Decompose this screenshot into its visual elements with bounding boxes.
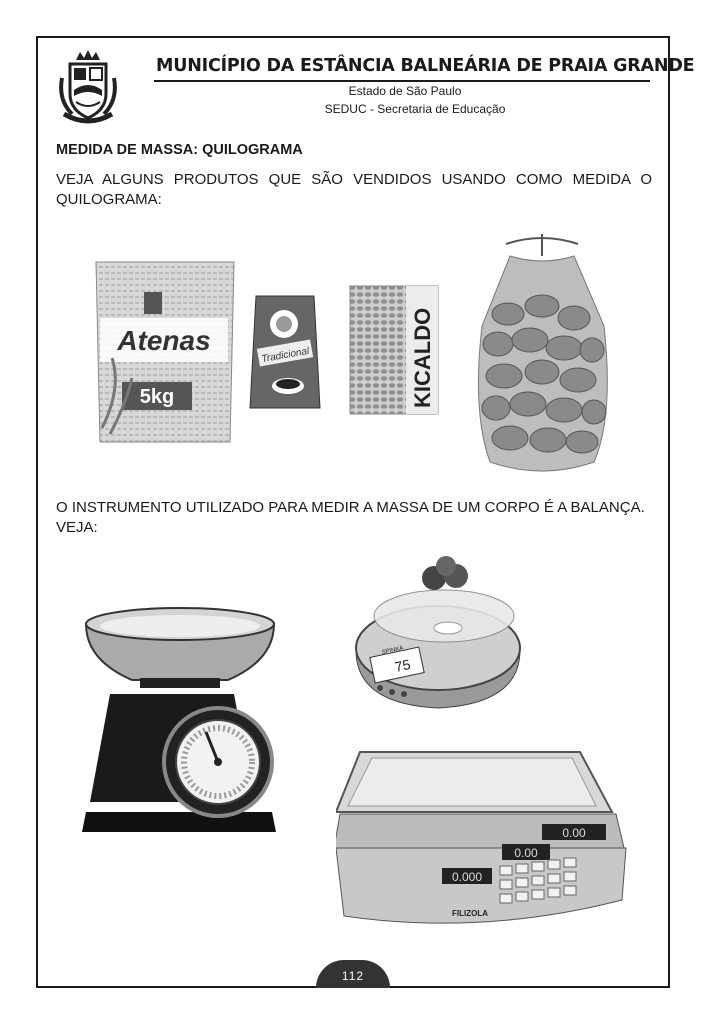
- counter-display-right: 0.00: [562, 826, 586, 840]
- kitchen-scale-display: 75: [393, 656, 412, 675]
- section-title: MEDIDA DE MASSA: QUILOGRAMA: [56, 142, 303, 158]
- rice-bag-image: [92, 258, 238, 446]
- beans-package-image: [348, 284, 440, 416]
- beans-brand-label: KICALDO: [410, 307, 435, 408]
- coffee-brand-label: Tradicional: [260, 345, 311, 366]
- header-rule: [154, 80, 650, 82]
- department-name: SEDUC - Secretaria de Educação: [324, 102, 506, 116]
- rice-weight-label: 5kg: [139, 386, 175, 408]
- intro-text: VEJA ALGUNS PRODUTOS QUE SÃO VENDIDOS USANDO COMO MEDIDA O QUILOGRAMA:: [56, 171, 652, 208]
- dial-scale-image: [80, 604, 280, 840]
- rice-brand-label: Atenas: [117, 325, 211, 356]
- counter-scale-image: [336, 740, 632, 940]
- kitchen-scale-image: [352, 556, 524, 716]
- instrument-text: O INSTRUMENTO UTILIZADO PARA MEDIR A MASSA DE UM CORPO É A BALANÇA. VEJA:: [56, 499, 645, 536]
- counter-display-mid: 0.00: [514, 846, 538, 860]
- counter-display-left: 0.000: [451, 870, 483, 884]
- kitchen-scale-brand: SPINKA: [381, 645, 404, 656]
- counter-scale-brand: FILIZOLA: [452, 909, 488, 918]
- page-number: 112: [316, 960, 390, 988]
- state-name: Estado de São Paulo: [348, 84, 462, 98]
- potato-sack-image: [466, 232, 618, 476]
- municipality-title: MUNICÍPIO DA ESTÂNCIA BALNEÁRIA DE PRAIA GRANDE: [156, 56, 695, 76]
- coffee-package-image: [248, 292, 322, 412]
